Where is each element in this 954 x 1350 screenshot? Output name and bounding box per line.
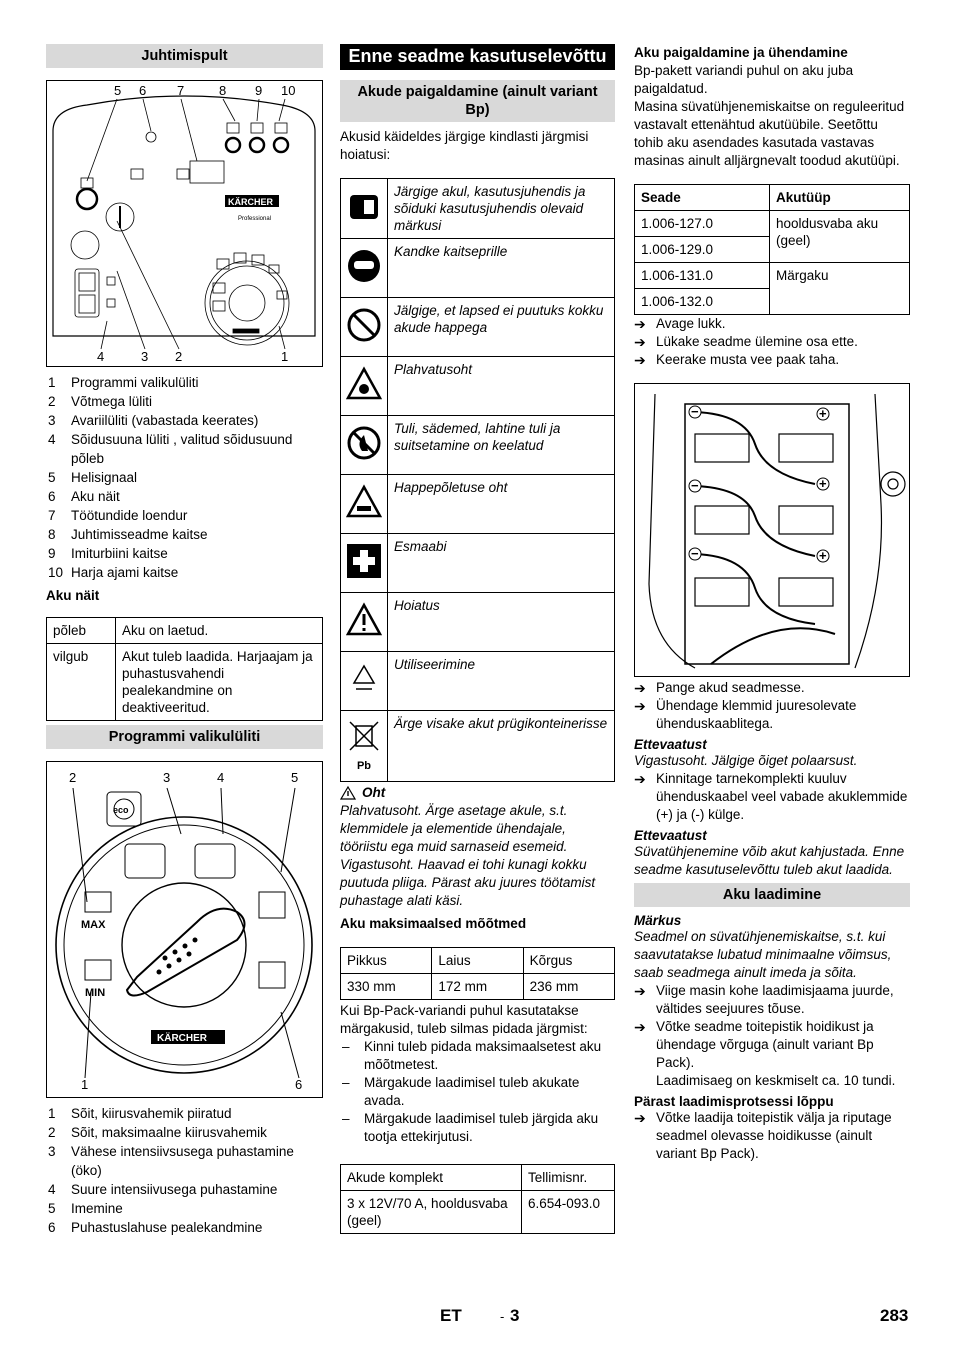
list-item: ➔ Kinnitage tarnekomplekti kuuluv ühenduskaabel veel vabade akuklemmide (+) ja (-) külge. [634,771,908,822]
callout-5: 5 [114,83,122,98]
control-panel-figure [46,80,323,367]
footer-lang: ET [440,1306,462,1325]
battery-wiring-drawing [635,384,909,676]
dimensions-heading: Aku maksimaalsed mõõtmed [340,916,527,931]
note-text: Seadmel on süvatühjenemiskaitse, s.t. kui saavutatakse lubatud minimaalne võimsus, saab seadmega ainult imeda ja sõita. [634,929,892,980]
callout-7: 7 [177,83,185,98]
battery-install-heading: Akude paigaldamine (ainult variant Bp) [340,80,615,122]
battery-set-table [340,1164,615,1234]
list-item: ➔ Viige masin kohe laadimisjaama juurde, vältides seejuures tõuse. [634,983,894,1016]
caution-label-1: Ettevaatust [634,737,707,752]
list-item: 1 Sõit, kiirusvahemik piiratud [48,1106,232,1121]
arrow-icon: ➔ [634,1019,646,1035]
table-row: Seade Akutüüp [635,185,910,211]
callout-9: 9 [255,83,263,98]
list-item: 3 Vähese intensiivsusega puhastamine (öko) [48,1144,294,1178]
no-bin-icon [346,718,382,754]
panel-heading: Juhtimispult [46,44,323,68]
selector-figure [46,761,323,1098]
table-row: 1.006-127.0 hooldusvaba aku (geel) [635,211,910,237]
table-row: Utiliseerimine [341,652,615,711]
table-row: Jälgige, et lapsed ei puutuks kokku akude happega [341,298,615,357]
table-row: Akude komplekt Tellimisnr. [341,1165,615,1191]
goggles-icon [346,248,382,284]
table-row: Happepõletuse oht [341,475,615,534]
minus-terminal-3: − [691,546,699,561]
list-item: 5 Imemine [48,1201,123,1216]
table-row: Tuli, sädemed, lahtine tuli ja suitsetamine on keelatud [341,416,615,475]
install-connect-heading: Aku paigaldamine ja ühendamine [634,45,848,60]
selector-callout-1: 1 [81,1077,89,1092]
table-row: Pb Ärge visake akut prügikonteinerisse [341,711,615,782]
selector-callout-3: 3 [163,770,171,785]
explosion-icon [346,366,382,402]
control-panel-drawing [47,81,322,366]
note-label: Märkus [634,913,682,928]
arrow-icon: ➔ [634,698,646,714]
caution-text-1: Vigastusoht. Jälgige õiget polaarsust. [634,753,858,768]
danger-warning-icon [340,786,356,800]
panel-brand: KÄRCHER [228,197,273,207]
table-row: vilgub Akut tuleb laadida. Harjaajam ja puhastusvahendi pealekandmine on deaktiveeritud. [47,644,323,721]
table-row: põleb Aku on laetud. [47,618,323,644]
charge-time: Laadimisaeg on keskmiselt ca. 10 tundi. [656,1073,896,1088]
arrow-icon: ➔ [634,352,646,368]
list-item: 3 Avariilüliti (vabastada keerates) [48,413,259,428]
caution-text-2: Süvatühjenemine võib akut kahjustada. Enne seadme kasutuselevõttu tuleb akut laadida. [634,844,905,877]
table-row: 1.006-131.0 Märgaku [635,263,910,289]
footer-local-page: 3 [510,1306,520,1325]
table-row: Järgige akul, kasutusjuhendis ja sõiduki kasutusjuhendis olevaid märkusi [341,179,615,239]
footer-page-number: 283 [880,1306,909,1325]
table-row: 3 x 12V/70 A, hooldusvaba (geel) 6.654-093.0 [341,1191,615,1234]
list-item: ➔ Avage lukk. [634,316,726,332]
danger-heading [340,785,615,800]
bp-intro: Kui Bp-Pack-variandi puhul kasutatakse märgakusid, tuleb silmas pidada järgmist: [340,1003,588,1036]
panel-professional: Professional [238,216,272,222]
list-item: – Kinni tuleb pidada maksimaalsetest aku mõõtmetest. [342,1039,602,1072]
list-item: 4 Sõidusuuna lüliti , valitud sõidusuund põleb [48,432,293,466]
danger-label: Oht [362,785,386,800]
pb-label: Pb [356,759,372,772]
aku-nait-table [46,617,323,721]
list-item: 6 Puhastuslahuse pealekandmine [48,1220,263,1235]
first-aid-icon [346,543,382,579]
main-title: Enne seadme kasutuselevõttu [340,44,615,70]
list-item: 1 Programmi valikulüliti [48,375,199,390]
callout-3: 3 [141,349,149,364]
list-item: 4 Suure intensiivusega puhastamine [48,1182,278,1197]
callout-1: 1 [281,349,289,364]
after-charging-heading: Pärast laadimisprotsessi lõppu [634,1094,834,1109]
selector-brand: KÄRCHER [157,1033,207,1044]
list-item: ➔ Lükake seadme ülemine osa ette. [634,334,858,350]
list-item: ➔ Pange akud seadmesse. [634,680,805,696]
column-2 [340,44,615,1234]
selector-legend [46,1104,323,1237]
selector-heading: Programmi valikulüliti [46,725,323,749]
warning-icon [346,602,382,638]
callout-8: 8 [219,83,227,98]
table-row: Esmaabi [341,534,615,593]
caution-label-2: Ettevaatust [634,828,707,843]
list-item: 8 Juhtimisseadme kaitse [48,527,208,542]
list-item: 7 Töötundide loendur [48,508,188,523]
callout-2: 2 [175,349,183,364]
table-row: 330 mm 172 mm 236 mm [341,974,615,1000]
callout-10: 10 [281,83,296,98]
list-item: – Märgakude laadimisel tuleb akukate avada. [342,1075,580,1108]
list-item: 10 Harja ajami kaitse [48,565,179,580]
table-row: Pikkus Laius Kõrgus [341,948,615,974]
selector-callout-6: 6 [295,1077,303,1092]
list-item: 6 Aku näit [48,489,120,504]
list-item: ➔ Keerake musta vee paak taha. [634,352,840,368]
list-item: 9 Imiturbiini kaitse [48,546,168,561]
charging-heading: Aku laadimine [634,883,910,907]
dimensions-table [340,947,615,1000]
selector-callout-2: 2 [69,770,77,785]
selector-callout-5: 5 [291,770,299,785]
battery-type-table [634,184,910,315]
plus-terminal-2: + [819,476,827,491]
danger-text: Plahvatusoht. Ärge asetage akule, s.t. klemmidele ja elementide ühendajale, tööriistu ega muid sarnaseid esemeid. Vigastusoht. Haavad ei tohi kunagi kokku puutuda pliiga. Pärast aku juures töötamist puhastage alati käsi. [340,803,596,908]
aku-nait-heading: Aku näit [46,588,100,603]
footer-sep: - [500,1309,505,1324]
arrow-icon: ➔ [634,1110,646,1126]
list-item: 5 Helisignaal [48,470,138,485]
table-row: Plahvatusoht [341,357,615,416]
list-item: ➔ Võtke seadme toitepistik hoidikust ja ühendage võrguga (ainult variant Bp Pack). [634,1019,874,1070]
arrow-icon: ➔ [634,771,646,787]
manual-icon [346,189,382,225]
minus-terminal-2: − [691,478,699,493]
no-fire-icon [346,425,382,461]
callout-4: 4 [97,349,105,364]
intro-text: Akusid käideldes järgige kindlasti järgmisi hoiatusi: [340,129,589,162]
battery-compartment-figure [634,383,910,677]
keep-children-away-icon [346,307,382,343]
list-item: ➔ Ühendage klemmid juuresolevate ühenduskaablitega. [634,698,857,731]
list-item: 2 Võtmega lüliti [48,394,153,409]
table-row: 1.006-132.0 [635,289,910,315]
recycling-icon [346,661,382,697]
eco-label: eco [113,805,129,815]
column-3 [634,44,910,1163]
para-1: Bp-pakett variandi puhul on aku juba paigaldatud. [634,63,854,96]
acid-burn-icon [346,484,382,520]
table-row: 1.006-129.0 [635,237,910,263]
selector-callout-4: 4 [217,770,225,785]
minus-terminal-1: − [691,404,699,419]
control-panel-legend [46,373,323,582]
program-selector-drawing [47,762,322,1097]
arrow-icon: ➔ [634,334,646,350]
arrow-icon: ➔ [634,316,646,332]
list-item: ➔ Võtke laadija toitepistik välja ja riputage seadmel olevasse hoidikusse (ainult variant Bp Pack). [634,1110,892,1161]
list-item: – Märgakude laadimisel tuleb järgida aku tootja ettekirjutusi. [342,1111,599,1144]
min-label: MIN [85,987,106,999]
table-row: Hoiatus [341,593,615,652]
plus-terminal-3: + [819,548,827,563]
column-1 [46,44,323,1237]
callout-6: 6 [139,83,147,98]
list-item: 2 Sõit, maksimaalne kiirusvahemik [48,1125,267,1140]
para-2: Masina süvatühjenemiskaitse on reguleeritud vastavalt ettenähtud akutüübile. Seetõttu tohib aku asendades kasutada vastavas masinas ainult alljärgnevalt toodud akutüüpi. [634,99,905,168]
warning-table [340,178,615,782]
arrow-icon: ➔ [634,680,646,696]
table-row: Kandke kaitseprille [341,239,615,298]
plus-terminal-1: + [819,406,827,421]
arrow-icon: ➔ [634,983,646,999]
max-label: MAX [81,919,106,931]
